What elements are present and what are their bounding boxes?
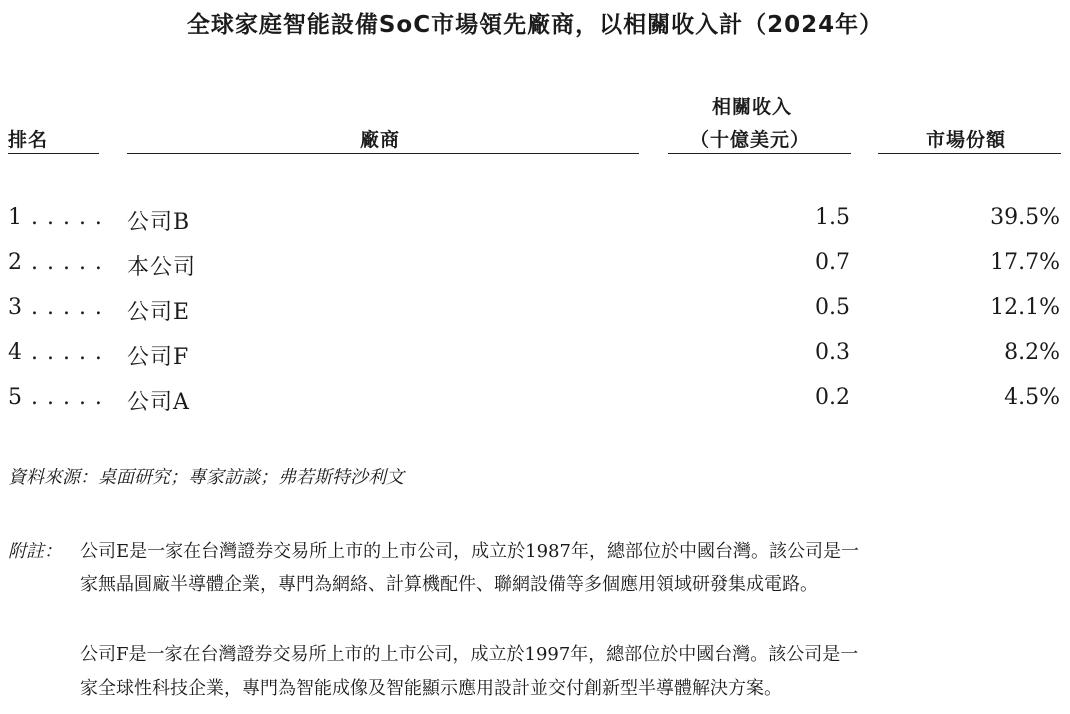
vendor-cell: 公司F xyxy=(127,345,190,370)
revenue-cell: 0.3 xyxy=(815,340,850,365)
table-row xyxy=(0,385,1070,421)
header-rule-rank xyxy=(8,153,99,154)
table-row xyxy=(0,295,1070,331)
rank-cell: 5 . . . . . xyxy=(8,385,103,410)
vendor-cell: 公司E xyxy=(127,300,191,325)
share-cell: 17.7% xyxy=(990,250,1060,275)
revenue-cell: 0.7 xyxy=(815,250,850,275)
revenue-cell: 0.5 xyxy=(815,295,850,320)
header-vendor: 廠商 xyxy=(360,129,401,151)
table-row xyxy=(0,340,1070,376)
header-rule-share xyxy=(878,153,1061,154)
rank-cell: 2 . . . . . xyxy=(8,250,103,275)
note-label: 附註： xyxy=(8,541,62,562)
header-revenue-line1: 相關收入 xyxy=(712,96,793,118)
vendor-cell: 本公司 xyxy=(127,255,197,280)
source-text: 資料來源：桌面研究；專家訪談；弗若斯特沙利文 xyxy=(8,467,404,488)
share-cell: 8.2% xyxy=(1004,340,1060,365)
header-rule-vendor xyxy=(127,153,639,154)
table-row xyxy=(0,205,1070,241)
header-revenue-line2: （十億美元） xyxy=(690,129,811,151)
revenue-cell: 0.2 xyxy=(815,385,850,410)
share-cell: 39.5% xyxy=(990,205,1060,230)
rank-cell: 3 . . . . . xyxy=(8,295,103,320)
note-paragraph-2-line-1: 公司F是一家在台灣證券交易所上市的上市公司，成立於1997年，總部位於中國台灣。該公司是一 xyxy=(80,644,859,665)
share-cell: 4.5% xyxy=(1004,385,1060,410)
table-row xyxy=(0,250,1070,286)
share-cell: 12.1% xyxy=(990,295,1060,320)
vendor-cell: 公司B xyxy=(127,210,191,235)
note-paragraph-1-line-1: 公司E是一家在台灣證券交易所上市的上市公司，成立於1987年，總部位於中國台灣。該公司是一 xyxy=(80,541,859,562)
vendor-cell: 公司A xyxy=(127,390,190,415)
header-rank: 排名 xyxy=(8,129,49,151)
rank-cell: 4 . . . . . xyxy=(8,340,103,365)
note-paragraph-2-line-2: 家全球性科技企業，專門為智能成像及智能顯示應用設計並交付創新型半導體解決方案。 xyxy=(80,678,782,699)
revenue-cell: 1.5 xyxy=(815,205,850,230)
header-rule-revenue xyxy=(668,153,851,154)
note-paragraph-1-line-2: 家無晶圓廠半導體企業，專門為網絡、計算機配件、聯網設備等多個應用領域研發集成電路。 xyxy=(80,574,818,595)
header-share: 市場份額 xyxy=(926,129,1007,151)
page-title: 全球家庭智能設備SoC市場領先廠商，以相關收入計（2024年） xyxy=(186,12,884,38)
rank-cell: 1 . . . . . xyxy=(8,205,103,230)
